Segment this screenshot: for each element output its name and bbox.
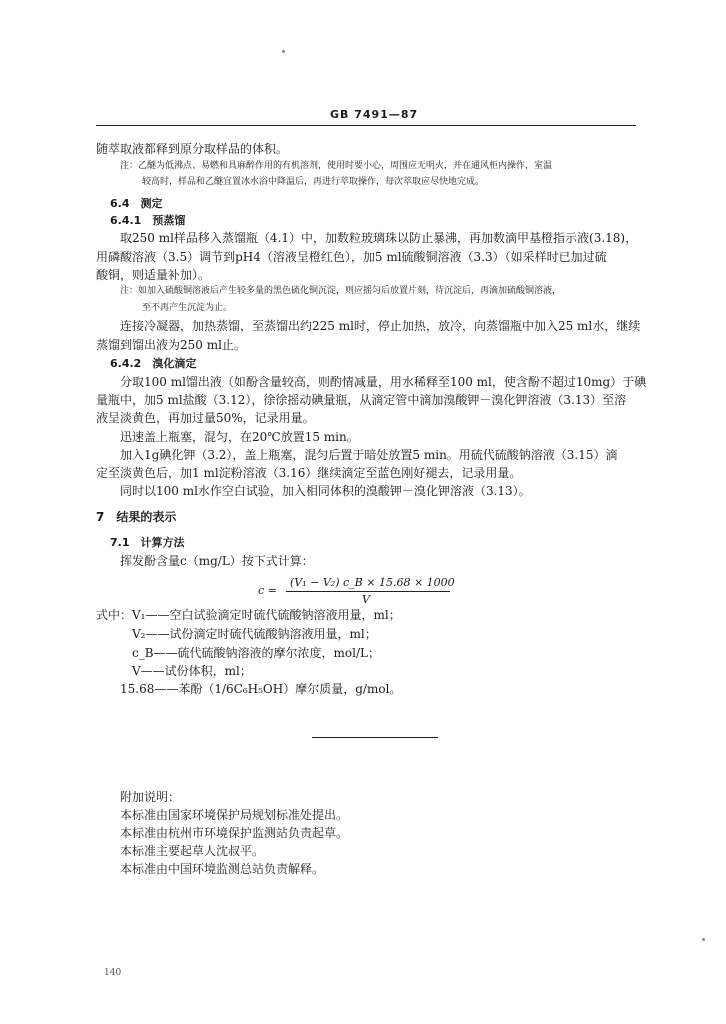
formula-lhs: c = xyxy=(258,584,277,597)
body-text: 蒸馏到馏出液为250 ml止。 xyxy=(96,338,246,352)
scan-speck xyxy=(702,938,705,941)
appendix-line: 本标准主要起草人沈叔平。 xyxy=(120,844,265,858)
body-text: 酸铜，则适量补加）。 xyxy=(96,268,211,282)
definition: 式中：V₁——空白试验滴定时硫代硫酸钠溶液用量，ml； xyxy=(96,608,401,622)
body-text: 迅速盖上瓶塞，混匀，在20℃放置15 min。 xyxy=(120,430,359,444)
section-heading: 7 结果的表示 xyxy=(96,510,177,524)
appendix-title: 附加说明： xyxy=(120,790,181,804)
body-text: 挥发酚含量c（mg/L）按下式计算： xyxy=(120,554,314,568)
body-text: 分取100 ml馏出液（如酚含量较高，则酌情减量，用水稀释至100 ml，使含酚不超过10mg）于碘 xyxy=(120,375,647,389)
section-heading: 7.1 计算方法 xyxy=(110,536,185,549)
body-text: 取250 ml样品移入蒸馏瓶（4.1）中，加数粒玻璃珠以防止暴沸，再加数滴甲基橙指示液(3.18)， xyxy=(120,231,638,245)
appendix-line: 本标准由中国环境监测总站负责解释。 xyxy=(120,862,325,876)
body-text: 加入1g碘化钾（3.2），盖上瓶塞，混匀后置于暗处放置5 min。用硫代硫酸钠溶液（3.15）滴 xyxy=(120,448,618,462)
definition: c_B——硫代硫酸钠溶液的摩尔浓度，mol/L； xyxy=(132,646,380,660)
body-text: 同时以100 ml水作空白试验，加入相同体积的溴酸钾－溴化钾溶液（3.13）。 xyxy=(120,484,531,498)
body-text: 液呈淡黄色，再加过量50%，记录用量。 xyxy=(96,411,315,425)
appendix-line: 本标准由杭州市环境保护监测站负责起草。 xyxy=(120,826,349,840)
note-text: 注：乙醚为低沸点、易燃和具麻醉作用的有机溶剂，使用时要小心，周围应无明火，并在通风柜内操作，室温 xyxy=(120,161,553,171)
standard-header: GB 7491—87 xyxy=(330,108,419,121)
definition: V₂——试份滴定时硫代硫酸钠溶液用量，ml； xyxy=(132,627,377,641)
definition: V——试份体积，ml； xyxy=(132,664,252,678)
body-text: 定至淡黄色后，加1 ml淀粉溶液（3.16）继续滴定至蓝色刚好褪去，记录用量。 xyxy=(96,466,522,480)
page-number: 140 xyxy=(104,968,122,978)
section-heading: 6.4.1 预蒸馏 xyxy=(110,214,186,227)
body-text: 用磷酸溶液（3.5）调节到pH4（溶液呈橙红色），加5 ml硫酸铜溶液（3.3）（如采样时已加过硫 xyxy=(96,250,607,264)
formula-denominator: V xyxy=(362,593,370,606)
note-text: 注：如加入硫酸铜溶液后产生较多量的黑色硫化铜沉淀，则应摇匀后放置片刻，待沉淀后，再滴加硫酸铜溶液， xyxy=(120,286,562,296)
header-rule xyxy=(96,125,636,126)
definition: 15.68——苯酚（1/6C₆H₅OH）摩尔质量，g/mol。 xyxy=(120,682,402,696)
fraction-bar xyxy=(286,591,450,592)
note-text: 较高时，样品和乙醚宜置冰水浴中降温后，再进行萃取操作，每次萃取应尽快地完成。 xyxy=(142,177,485,187)
formula-numerator: (V₁ − V₂) c_B × 15.68 × 1000 xyxy=(290,576,455,589)
scan-speck xyxy=(282,50,285,53)
end-rule xyxy=(312,737,438,738)
body-text: 连接冷凝器，加热蒸馏，至蒸馏出约225 ml时，停止加热，放冷，向蒸馏瓶中加入25 ml水，继续 xyxy=(120,319,641,333)
section-heading: 6.4 测定 xyxy=(110,197,163,210)
appendix-line: 本标准由国家环境保护局规划标准处提出。 xyxy=(120,808,349,822)
body-text: 随萃取液都释到原分取样品的体积。 xyxy=(96,142,289,156)
note-text: 至不再产生沉淀为止。 xyxy=(142,303,233,313)
section-heading: 6.4.2 溴化滴定 xyxy=(110,357,197,370)
body-text: 量瓶中，加5 ml盐酸（3.12），徐徐摇动碘量瓶，从滴定管中滴加溴酸钾－溴化钾溶液（3.13）至溶 xyxy=(96,393,627,407)
